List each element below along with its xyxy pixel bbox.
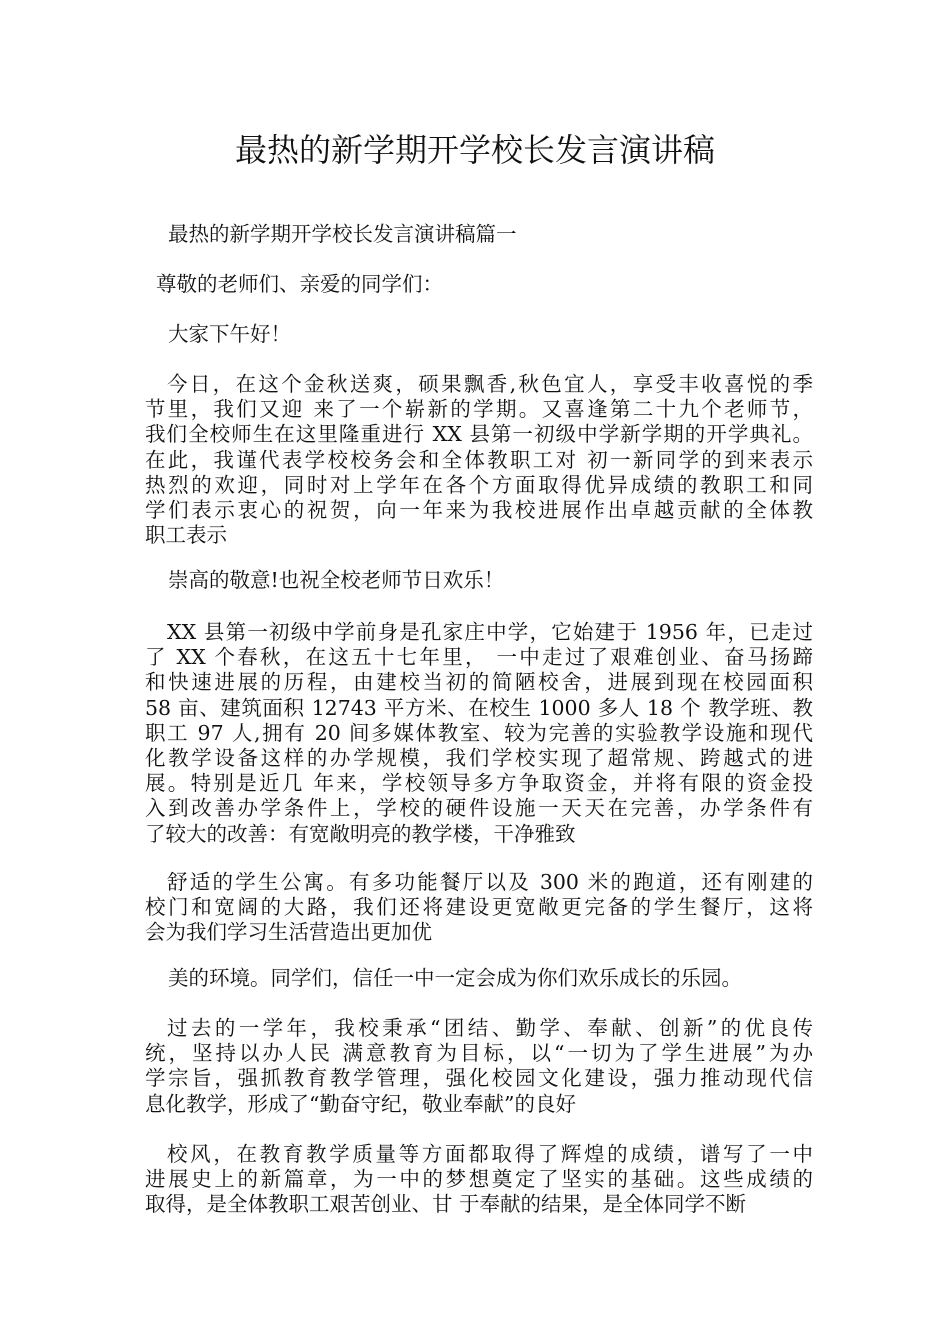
paragraph-line: 统，坚持以办人民 满意教育为目标，以“一切为了学生进展”为办 <box>145 1041 813 1066</box>
paragraph-line: 大家下午好！ <box>168 322 291 346</box>
paragraph-line: 学们表示衷心的祝贺，向一年来为我校进展作出卓越贡献的全体教 <box>145 498 813 523</box>
paragraph-line: 热烈的欢迎，同时对上学年在各个方面取得优异成绩的教职工和同 <box>145 472 813 497</box>
paragraph <box>168 568 813 593</box>
paragraph-line: 在此，我谨代表学校校务会和全体教职工对 初一新同学的到来表示 <box>145 447 813 472</box>
document-title: 最热的新学期开学校长发言演讲稿 <box>234 131 715 169</box>
paragraph-line: 息化教学，形成了“勤奋守纪，敬业奉献”的良好 <box>145 1091 576 1116</box>
paragraph <box>168 322 813 347</box>
paragraph-line: 最热的新学期开学校长发言演讲稿篇一 <box>168 222 517 246</box>
paragraph-line: 和快速进展的历程，由建校当初的简陋校舍，进展到现在校园面积 <box>145 670 813 695</box>
paragraph-line: 今日，在这个金秋送爽，硕果飘香,秋色宜人，享受丰收喜悦的季 <box>167 372 813 396</box>
paragraph <box>145 1016 813 1117</box>
paragraph-line: 崇高的敬意!也祝全校老师节日欢乐！ <box>168 568 505 592</box>
paragraph <box>156 272 813 297</box>
paragraph <box>168 222 813 247</box>
paragraph <box>145 620 813 847</box>
paragraph <box>145 372 813 548</box>
paragraph-line: 取得，是全体教职工艰苦创业、甘 于奉献的结果，是全体同学不断 <box>145 1192 747 1217</box>
paragraph-line: 58 亩、建筑面积 12743 平方米、在校生 1000 多人 18 个 教学班、教 <box>145 695 813 720</box>
paragraph-line: 化教学设备这样的办学规模，我们学校实现了超常规、跨越式的进 <box>145 746 813 771</box>
paragraph-line: 校门和宽阔的大路，我们还将建设更宽敞更完备的学生餐厅，这将 <box>145 895 813 920</box>
paragraph-line: 进展史上的新篇章，为一中的梦想奠定了坚实的基础。这些成绩的 <box>145 1167 813 1192</box>
paragraph-line: 我们全校师生在这里隆重进行 XX 县第一初级中学新学期的开学典礼。 <box>145 422 813 447</box>
paragraph-line: 会为我们学习生活营造出更加优 <box>145 920 432 945</box>
paragraph-line: 校风，在教育教学质量等方面都取得了辉煌的成绩，谱写了一中 <box>167 1142 813 1166</box>
paragraph-line: 学宗旨，强抓教育教学管理，强化校园文化建设，强力推动现代信 <box>145 1066 813 1091</box>
paragraph-line: 美的环境。同学们，信任一中一定会成为你们欢乐成长的乐园。 <box>168 966 742 990</box>
paragraph-line: 展。特别是近几 年来，学校领导多方争取资金，并将有限的资金投 <box>145 771 813 796</box>
paragraph-line: 节里，我们又迎 来了一个崭新的学期。又喜逢第二十九个老师节， <box>145 397 813 422</box>
paragraph-line: XX 县第一初级中学前身是孔家庄中学，它始建于 1956 年，已走过 <box>167 620 813 644</box>
paragraph-line: 舒适的学生公寓。有多功能餐厅以及 300 米的跑道，还有刚建的 <box>167 870 813 894</box>
paragraph-line: 过去的一学年，我校秉承“团结、勤学、奉献、创新”的优良传 <box>167 1016 813 1040</box>
paragraph-line: 职工 97 人,拥有 20 间多媒体教室、较为完善的实验教学设施和现代 <box>145 720 813 745</box>
paragraph <box>168 966 813 991</box>
paragraph <box>145 870 813 946</box>
paragraph-line: 尊敬的老师们、亲爱的同学们： <box>156 272 443 296</box>
paragraph-line: 职工表示 <box>145 523 227 548</box>
paragraph-line: 入到改善办学条件上，学校的硬件设施一天天在完善，办学条件有 <box>145 796 813 821</box>
paragraph-line: 了 XX 个春秋，在这五十七年里， 一中走过了艰难创业、奋马扬蹄 <box>145 645 813 670</box>
paragraph <box>145 1142 813 1218</box>
paragraph-line: 了较大的改善：有宽敞明亮的教学楼，干净雅致 <box>145 821 576 846</box>
